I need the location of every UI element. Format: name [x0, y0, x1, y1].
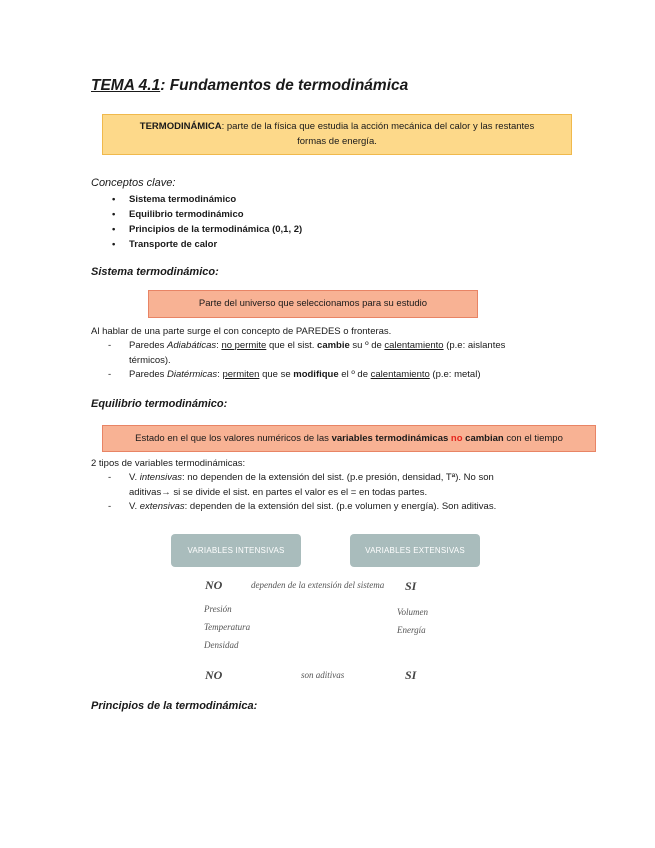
var1-a: V. [129, 472, 140, 483]
var1-d: aditivas→ si se divide el sist. en partes el valor es el = en todas partes. [129, 486, 428, 498]
concepts-heading: Conceptos clave: [91, 177, 176, 189]
dash-glyph: - [108, 369, 112, 380]
eq-box-e: cambian [465, 433, 504, 444]
walls-list [108, 339, 579, 383]
list-item [112, 207, 302, 222]
wall2-type: Diatérmicas [167, 369, 218, 380]
list-item [112, 222, 302, 237]
title-colon: : [160, 77, 166, 94]
extensive-example: Volumen [397, 607, 428, 617]
wall1-c: : [216, 340, 222, 351]
extension-text: dependen de la extensión del sistema [251, 580, 385, 590]
wall1-f: cambie [317, 340, 350, 351]
bullet-glyph: • [112, 194, 116, 205]
wall1-type: Adiabáticas [167, 340, 217, 351]
eq-box-b: variables termodinámicas [331, 433, 449, 444]
definition-box [102, 114, 572, 155]
wall2-d: permiten [222, 369, 260, 380]
variables-table-image [168, 532, 488, 692]
wall1-h: calentamiento [384, 340, 444, 351]
bullet-glyph: • [112, 224, 116, 235]
wall1-i: (p.e: aislantes [443, 340, 506, 351]
list-item [108, 500, 579, 515]
wall2-a: Paredes [129, 369, 168, 380]
si-label-1: SI [405, 579, 417, 593]
wall2-c: : [217, 369, 223, 380]
additive-text: son aditivas [301, 670, 345, 680]
var1-c: : no dependen de la extensión del sist. (p.e presión, densidad, Tª). No son [182, 472, 494, 483]
bullet-glyph: • [112, 239, 116, 250]
wall2-h: calentamiento [370, 369, 430, 380]
intensive-example: Presión [204, 604, 232, 614]
system-heading: Sistema termodinámico: [91, 266, 219, 278]
var2-type: extensivas [139, 501, 185, 512]
list-item-label: Principios de la termodinámica ( [129, 224, 276, 235]
var2-a: V. [129, 501, 140, 512]
principles-heading: Principios de la termodinámica: [91, 700, 258, 712]
principles-close: ) [299, 224, 303, 235]
principles-numbers: 0,1, 2 [275, 224, 300, 235]
dash-glyph: - [108, 501, 112, 512]
equilibrium-box [102, 425, 596, 452]
definition-line1: : parte de la física que estudia la acción mecánica del calor y las restantes [221, 121, 535, 132]
system-box: Parte del universo que seleccionamos para su estudio [148, 290, 478, 318]
var2-c: : dependen de la extensión del sist. (p.e volumen y energía). Son aditivas. [184, 501, 497, 512]
var1-type: intensivas [139, 472, 182, 483]
wall1-g: su º de [349, 340, 385, 351]
list-item [108, 368, 579, 383]
system-intro: Al hablar de una parte surge el con concepto de PAREDES o fronteras. [91, 326, 392, 337]
eq-box-a: Estado en el que los valores numéricos de las [135, 433, 332, 444]
title-text: Fundamentos de termodinámica [169, 77, 409, 94]
equilibrium-heading: Equilibrio termodinámico: [91, 398, 228, 410]
concepts-list [112, 192, 302, 252]
list-item [112, 192, 302, 207]
variables-list [108, 471, 579, 515]
wall2-e: que se [259, 369, 294, 380]
wall2-f: modifique [293, 369, 339, 380]
definition-term: TERMODINÁMICA [139, 121, 222, 132]
intensive-example: Temperatura [204, 622, 251, 632]
list-item-label: Equilibrio termodinámico [129, 209, 244, 220]
bullet-glyph: • [112, 209, 116, 220]
eq-box-f: con el tiempo [503, 433, 563, 444]
list-item [108, 339, 579, 368]
list-item-label: Sistema termodinámico [129, 194, 237, 205]
si-label-2: SI [405, 668, 417, 682]
definition-line2: formas de energía. [297, 136, 377, 147]
intensive-example: Densidad [204, 640, 239, 650]
wall1-a: Paredes [129, 340, 168, 351]
dash-glyph: - [108, 472, 112, 483]
wall1-j: térmicos). [129, 354, 171, 366]
intensive-header: VARIABLES INTENSIVAS [171, 534, 301, 567]
wall1-d: no permite [221, 340, 267, 351]
variables-intro: 2 tipos de variables termodinámicas: [91, 458, 246, 469]
list-item [108, 471, 579, 500]
wall2-i: (p.e: metal) [429, 369, 481, 380]
wall2-g: el º de [338, 369, 371, 380]
dash-glyph: - [108, 340, 112, 351]
no-label-1: NO [205, 578, 223, 592]
wall1-e: que el sist. [266, 340, 318, 351]
extensive-header: VARIABLES EXTENSIVAS [350, 534, 480, 567]
list-item-label: Transporte de calor [129, 239, 218, 250]
title-number: TEMA 4.1 [91, 77, 161, 94]
eq-box-no: no [450, 433, 463, 444]
page-title [91, 77, 408, 95]
extensive-example: Energía [397, 625, 426, 635]
no-label-2: NO [205, 668, 223, 682]
list-item [112, 237, 302, 252]
